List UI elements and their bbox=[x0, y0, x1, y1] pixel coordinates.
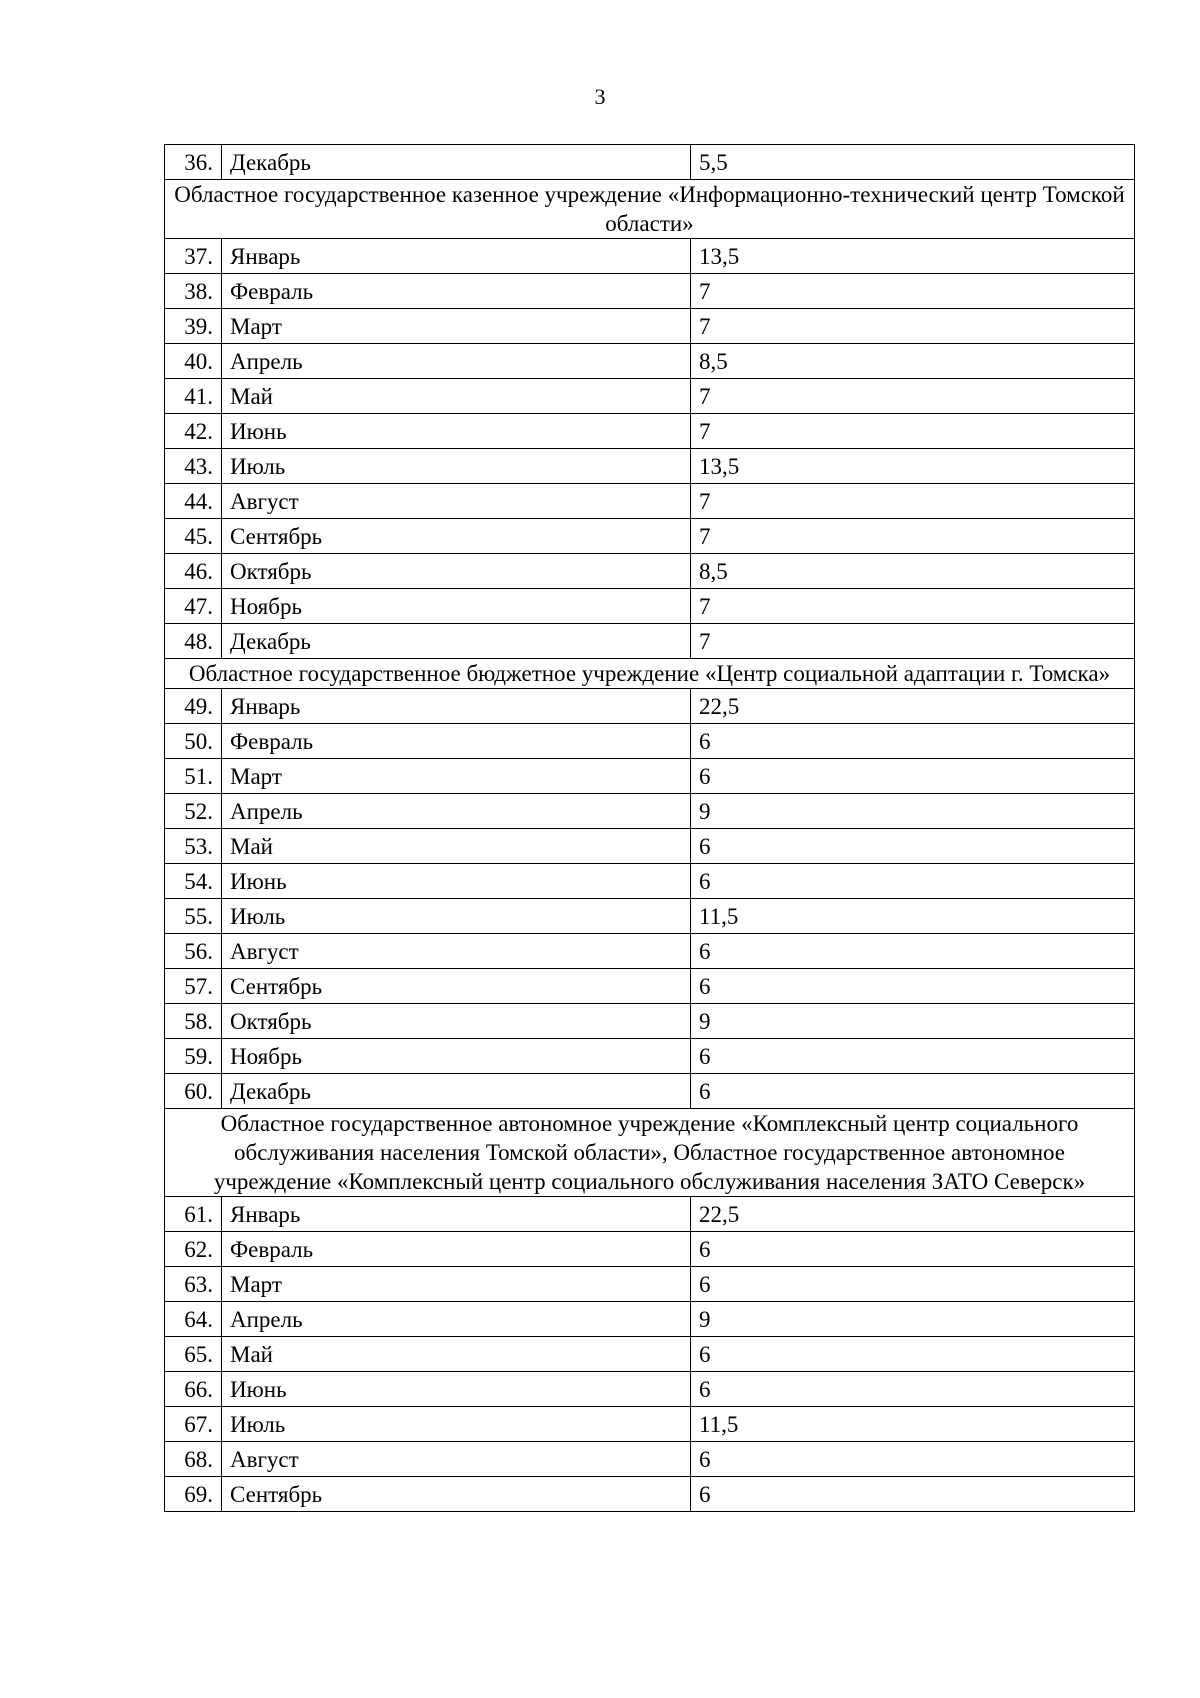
month-cell: Март bbox=[222, 1267, 691, 1302]
row-number-cell: 59. bbox=[165, 1039, 222, 1074]
month-cell: Июнь bbox=[222, 414, 691, 449]
monthly-values-table bbox=[164, 144, 1135, 1512]
institution-name: Областное государственное автономное учреждение «Комплексный центр социального обслуживания населения Томской области», Областное государственное автономное учреждение «Комплексный центр социального обслуживания населения ЗАТО Северск» bbox=[165, 1109, 1135, 1197]
month-cell: Июль bbox=[222, 1407, 691, 1442]
value-cell: 13,5 bbox=[691, 239, 1135, 274]
month-cell: Декабрь bbox=[222, 624, 691, 659]
month-cell: Апрель bbox=[222, 344, 691, 379]
row-number-cell: 66. bbox=[165, 1372, 222, 1407]
table-row bbox=[165, 1477, 1135, 1512]
row-number-cell: 51. bbox=[165, 759, 222, 794]
value-cell: 6 bbox=[691, 759, 1135, 794]
month-cell: Февраль bbox=[222, 274, 691, 309]
section-header-row bbox=[165, 659, 1135, 689]
row-number-cell: 45. bbox=[165, 519, 222, 554]
value-cell: 7 bbox=[691, 379, 1135, 414]
value-cell: 6 bbox=[691, 969, 1135, 1004]
value-cell: 7 bbox=[691, 624, 1135, 659]
month-cell: Ноябрь bbox=[222, 589, 691, 624]
row-number-cell: 48. bbox=[165, 624, 222, 659]
value-cell: 13,5 bbox=[691, 449, 1135, 484]
table-row bbox=[165, 1004, 1135, 1039]
value-cell: 6 bbox=[691, 1267, 1135, 1302]
row-number-cell: 58. bbox=[165, 1004, 222, 1039]
row-number-cell: 36. bbox=[165, 145, 222, 180]
table-row bbox=[165, 344, 1135, 379]
page-number: 3 bbox=[594, 84, 606, 109]
value-cell: 7 bbox=[691, 519, 1135, 554]
table-row bbox=[165, 794, 1135, 829]
value-cell: 6 bbox=[691, 864, 1135, 899]
month-cell: Сентябрь bbox=[222, 1477, 691, 1512]
table-row bbox=[165, 864, 1135, 899]
month-cell: Февраль bbox=[222, 724, 691, 759]
table-row bbox=[165, 1267, 1135, 1302]
value-cell: 6 bbox=[691, 829, 1135, 864]
month-cell: Март bbox=[222, 759, 691, 794]
month-cell: Июнь bbox=[222, 864, 691, 899]
value-cell: 9 bbox=[691, 794, 1135, 829]
row-number-cell: 69. bbox=[165, 1477, 222, 1512]
row-number-cell: 67. bbox=[165, 1407, 222, 1442]
row-number-cell: 40. bbox=[165, 344, 222, 379]
table-row bbox=[165, 239, 1135, 274]
value-cell: 8,5 bbox=[691, 554, 1135, 589]
table-row bbox=[165, 589, 1135, 624]
row-number-cell: 55. bbox=[165, 899, 222, 934]
row-number-cell: 50. bbox=[165, 724, 222, 759]
row-number-cell: 63. bbox=[165, 1267, 222, 1302]
table-row bbox=[165, 1302, 1135, 1337]
institution-name: Областное государственное бюджетное учреждение «Центр социальной адаптации г. Томска» bbox=[165, 659, 1135, 689]
table-row bbox=[165, 309, 1135, 344]
month-cell: Апрель bbox=[222, 1302, 691, 1337]
table-row bbox=[165, 934, 1135, 969]
section-header-row bbox=[165, 1109, 1135, 1197]
value-cell: 9 bbox=[691, 1004, 1135, 1039]
month-cell: Июль bbox=[222, 449, 691, 484]
table-row bbox=[165, 829, 1135, 864]
table-row bbox=[165, 899, 1135, 934]
value-cell: 5,5 bbox=[691, 145, 1135, 180]
table-row bbox=[165, 274, 1135, 309]
row-number-cell: 49. bbox=[165, 689, 222, 724]
value-cell: 22,5 bbox=[691, 689, 1135, 724]
value-cell: 11,5 bbox=[691, 899, 1135, 934]
row-number-cell: 41. bbox=[165, 379, 222, 414]
month-cell: Май bbox=[222, 379, 691, 414]
month-cell: Март bbox=[222, 309, 691, 344]
value-cell: 6 bbox=[691, 724, 1135, 759]
row-number-cell: 39. bbox=[165, 309, 222, 344]
table-row bbox=[165, 519, 1135, 554]
month-cell: Май bbox=[222, 829, 691, 864]
table-row bbox=[165, 414, 1135, 449]
row-number-cell: 54. bbox=[165, 864, 222, 899]
row-number-cell: 60. bbox=[165, 1074, 222, 1109]
value-cell: 11,5 bbox=[691, 1407, 1135, 1442]
value-cell: 7 bbox=[691, 309, 1135, 344]
month-cell: Август bbox=[222, 934, 691, 969]
row-number-cell: 68. bbox=[165, 1442, 222, 1477]
month-cell: Январь bbox=[222, 1197, 691, 1232]
value-cell: 7 bbox=[691, 414, 1135, 449]
row-number-cell: 47. bbox=[165, 589, 222, 624]
institution-name: Областное государственное казенное учреждение «Информационно-технический центр Томской области» bbox=[165, 180, 1135, 239]
month-cell: Август bbox=[222, 1442, 691, 1477]
section-header-row bbox=[165, 180, 1135, 239]
table-row bbox=[165, 969, 1135, 1004]
month-cell: Декабрь bbox=[222, 1074, 691, 1109]
value-cell: 7 bbox=[691, 484, 1135, 519]
value-cell: 6 bbox=[691, 1232, 1135, 1267]
row-number-cell: 61. bbox=[165, 1197, 222, 1232]
value-cell: 6 bbox=[691, 1337, 1135, 1372]
table-row bbox=[165, 484, 1135, 519]
value-cell: 6 bbox=[691, 1039, 1135, 1074]
value-cell: 6 bbox=[691, 934, 1135, 969]
value-cell: 6 bbox=[691, 1372, 1135, 1407]
table-row bbox=[165, 1074, 1135, 1109]
table-row bbox=[165, 1372, 1135, 1407]
row-number-cell: 52. bbox=[165, 794, 222, 829]
month-cell: Октябрь bbox=[222, 554, 691, 589]
month-cell: Август bbox=[222, 484, 691, 519]
value-cell: 7 bbox=[691, 589, 1135, 624]
value-cell: 6 bbox=[691, 1074, 1135, 1109]
table-row bbox=[165, 689, 1135, 724]
month-cell: Январь bbox=[222, 239, 691, 274]
table-row bbox=[165, 724, 1135, 759]
month-cell: Октябрь bbox=[222, 1004, 691, 1039]
month-cell: Февраль bbox=[222, 1232, 691, 1267]
table-row bbox=[165, 449, 1135, 484]
value-cell: 7 bbox=[691, 274, 1135, 309]
month-cell: Сентябрь bbox=[222, 969, 691, 1004]
month-cell: Май bbox=[222, 1337, 691, 1372]
month-cell: Декабрь bbox=[222, 145, 691, 180]
row-number-cell: 46. bbox=[165, 554, 222, 589]
table-row bbox=[165, 1197, 1135, 1232]
row-number-cell: 44. bbox=[165, 484, 222, 519]
table-row bbox=[165, 554, 1135, 589]
table-body bbox=[165, 145, 1135, 1512]
row-number-cell: 43. bbox=[165, 449, 222, 484]
month-cell: Сентябрь bbox=[222, 519, 691, 554]
table-row bbox=[165, 1232, 1135, 1267]
month-cell: Ноябрь bbox=[222, 1039, 691, 1074]
value-cell: 6 bbox=[691, 1442, 1135, 1477]
row-number-cell: 65. bbox=[165, 1337, 222, 1372]
month-cell: Апрель bbox=[222, 794, 691, 829]
table-row bbox=[165, 1442, 1135, 1477]
value-cell: 22,5 bbox=[691, 1197, 1135, 1232]
table-row bbox=[165, 379, 1135, 414]
row-number-cell: 62. bbox=[165, 1232, 222, 1267]
table-row bbox=[165, 1039, 1135, 1074]
value-cell: 8,5 bbox=[691, 344, 1135, 379]
row-number-cell: 37. bbox=[165, 239, 222, 274]
row-number-cell: 53. bbox=[165, 829, 222, 864]
value-cell: 9 bbox=[691, 1302, 1135, 1337]
table-row bbox=[165, 759, 1135, 794]
month-cell: Июнь bbox=[222, 1372, 691, 1407]
table-row bbox=[165, 145, 1135, 180]
value-cell: 6 bbox=[691, 1477, 1135, 1512]
row-number-cell: 38. bbox=[165, 274, 222, 309]
row-number-cell: 64. bbox=[165, 1302, 222, 1337]
row-number-cell: 42. bbox=[165, 414, 222, 449]
row-number-cell: 57. bbox=[165, 969, 222, 1004]
table-row bbox=[165, 1407, 1135, 1442]
month-cell: Июль bbox=[222, 899, 691, 934]
table-row bbox=[165, 624, 1135, 659]
month-cell: Январь bbox=[222, 689, 691, 724]
table-row bbox=[165, 1337, 1135, 1372]
row-number-cell: 56. bbox=[165, 934, 222, 969]
